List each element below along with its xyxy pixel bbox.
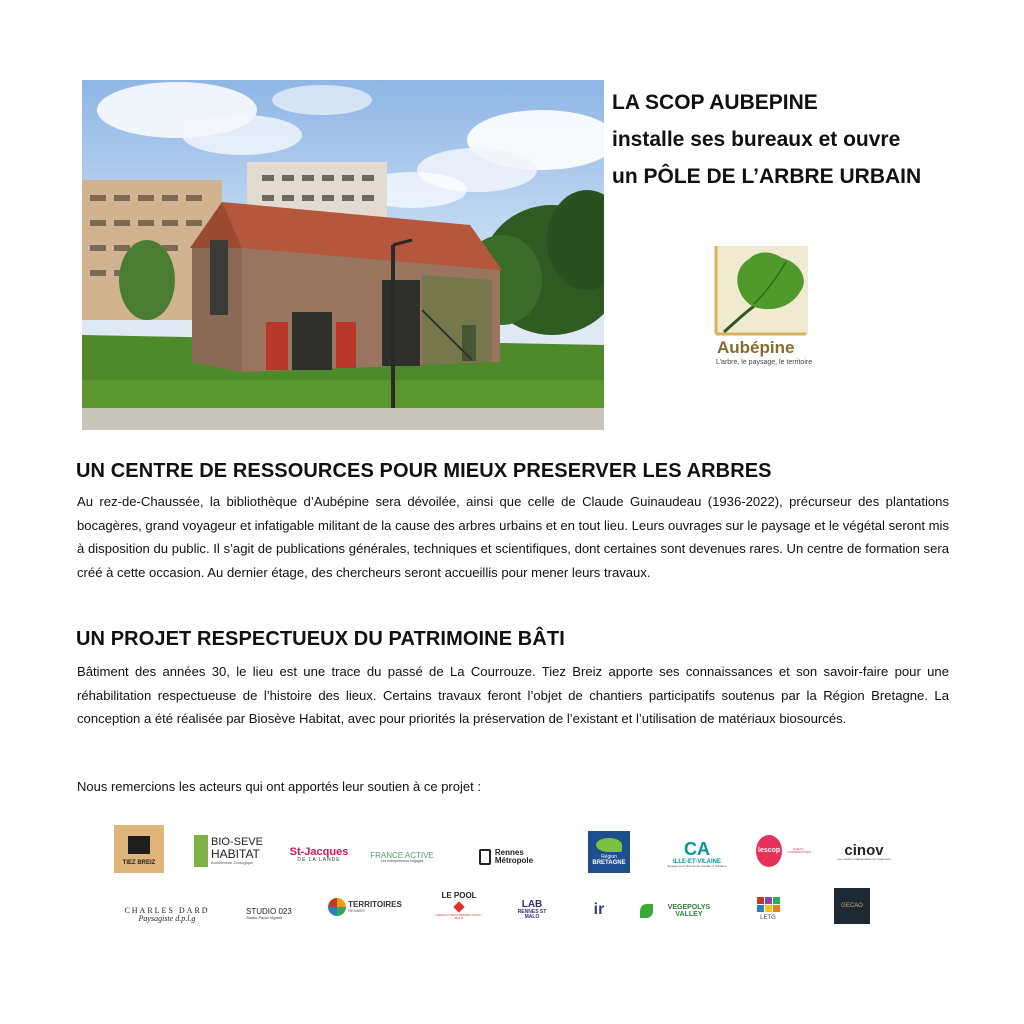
partner-logo-territoires: TERRITOIRES RENNES [326,890,404,924]
headline-line-2: installe ses bureaux et ouvre [612,128,901,151]
section2-text: Bâtiment des années 30, le lieu est une trace du passé de La Courrouze. Tiez Breiz apporte ses connaissances et son savoir-faire pour une réhabilitation respectueuse de l’histoire des lieux. Certains travaux feront l’objet de chantiers participatifs soutenus par la Région Bretagne. La conception a été réalisée par Biosève Habitat, avec pour priorités la préservation de l’existant et l’utilisation de matériaux biosourcés. [77,664,949,726]
partner-logo-le-pool: LE POOL FRENCH TECH RENNES SAINT-MALO [436,890,482,921]
partner-logo-tiez-breiz: TIEZ BREIZ [114,825,164,873]
partner-logo-vegepolys-valley: VEGEPOLYS VALLEY [640,900,722,922]
section2-title: UN PROJET RESPECTUEUX DU PATRIMOINE BÂTI [76,628,565,650]
section1-title: UN CENTRE DE RESSOURCES POUR MIEUX PRESERVER LES ARBRES [76,460,772,482]
partner-logo-france-active: FRANCE ACTIVE Les entrepreneurs engagés [370,850,434,864]
partner-logo-ir: ir [593,900,605,918]
partner-logo-region-bretagne: Région BRETAGNE [588,831,630,873]
logo-tagline: L’arbre, le paysage, le territoire [716,359,813,366]
partner-logo-cinov: cinov Les métiers indépendants de l'ingénierie [837,841,891,862]
partner-logo-saint-jacques: St-Jacques DE LA LANDE [289,845,349,864]
partner-logo-bio-seve-habitat: BIO-SEVE HABITAT Architecture Ecologique [194,833,264,869]
partner-logo-studio-023: STUDIO 023 Studio Paolo Viganò [246,906,292,921]
partner-logo-rennes-metropole: Rennes Métropole [464,845,548,869]
section1-text: Au rez-de-Chaussée, la bibliothèque d’Aubépine sera dévoilée, ainsi que celle de Claude Guinaudeau (1936-2022), précurseur des plantations bocagères, grand voyageur et infatigable militant de la cause des arbres urbains et en tout lieu. Leurs ouvrages sur le paysage et le végétal seront mis à disposition du public. Il s’agit de publications générales, techniques et scientifiques, dont certaines sont devenues rares. Un centre de formation sera créé à cette occasion. Au dernier étage, des chercheurs seront accueillis pour mener leurs travaux. [77,494,949,580]
headline-line-3: un PÔLE DE L’ARBRE URBAIN [612,165,922,188]
partner-logo-credit-agricole: CA ILLE-ET-VILAINE Engagé pour l'Economie Sociale et Solidaire [667,838,727,869]
logo-wordmark: Aubépine [717,338,795,357]
headline-line-1: LA SCOP AUBEPINE [612,91,818,114]
partner-logo-letg: LETG [752,886,784,932]
partner-logo-les-scop: lescop OUEST - COOPÉRATIVES [756,835,814,867]
partner-logo-charles-dard: CHARLES DARD Paysagiste d.p.l.g [124,905,210,923]
building-photo [82,80,604,430]
partner-logo-gecao: GECAO [834,888,870,924]
headline [612,84,952,195]
partner-logo-lab-rennes-st-malo: LAB RENNES ST MALO [517,898,547,921]
thanks-text: Nous remercions les acteurs qui ont apportés leur soutien à ce projet : [77,779,481,794]
